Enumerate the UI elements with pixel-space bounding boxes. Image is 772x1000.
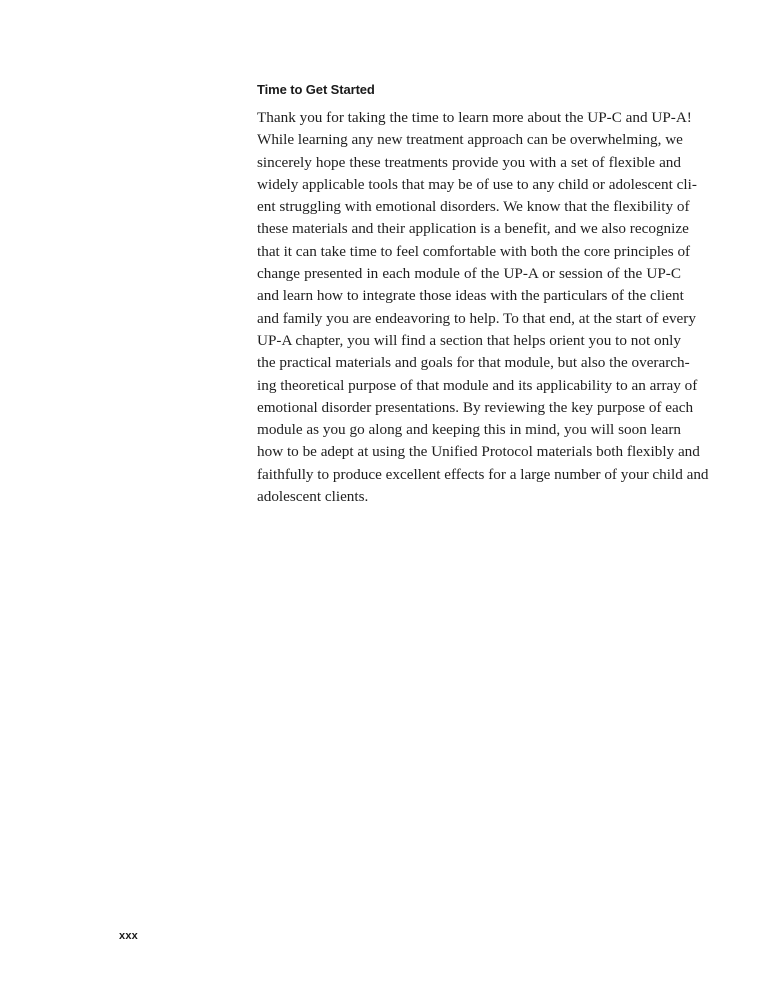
paragraph-line: ing theoretical purpose of that module and its applicability to an array of [257,376,698,394]
paragraph-line: While learning any new treatment approach can be overwhelming, we [257,131,683,149]
paragraph-line: adolescent clients. [257,488,369,506]
paragraph-line: ent struggling with emotional disorders. We know that the flexibility of [257,198,690,216]
paragraph-line: widely applicable tools that may be of use to any child or adolescent cli- [257,175,697,193]
paragraph-line: and learn how to integrate those ideas with the particulars of the client [257,287,684,305]
paragraph-line: sincerely hope these treatments provide you with a set of flexible and [257,153,681,171]
paragraph-line: how to be adept at using the Unified Protocol materials both flexibly and [257,443,700,461]
paragraph-line: change presented in each module of the UP-A or session of the UP-C [257,265,681,283]
paragraph-line: that it can take time to feel comfortable with both the core principles of [257,242,691,260]
section-heading: Time to Get Started [257,82,375,97]
paragraph-line: UP-A chapter, you will find a section that helps orient you to not only [257,331,681,349]
page-number: xxx [119,930,138,942]
paragraph-line: faithfully to produce excellent effects for a large number of your child and [257,465,709,483]
paragraph-line: and family you are endeavoring to help. To that end, at the start of every [257,309,696,327]
paragraph-line: Thank you for taking the time to learn more about the UP-C and UP-A! [257,109,692,126]
paragraph-line: the practical materials and goals for that module, but also the overarch- [257,354,690,372]
paragraph-line: module as you go along and keeping this in mind, you will soon learn [257,421,681,439]
paragraph-line: emotional disorder presentations. By reviewing the key purpose of each [257,398,694,416]
body-paragraph [257,107,709,508]
paragraph-line: these materials and their application is a benefit, and we also recognize [257,220,689,238]
